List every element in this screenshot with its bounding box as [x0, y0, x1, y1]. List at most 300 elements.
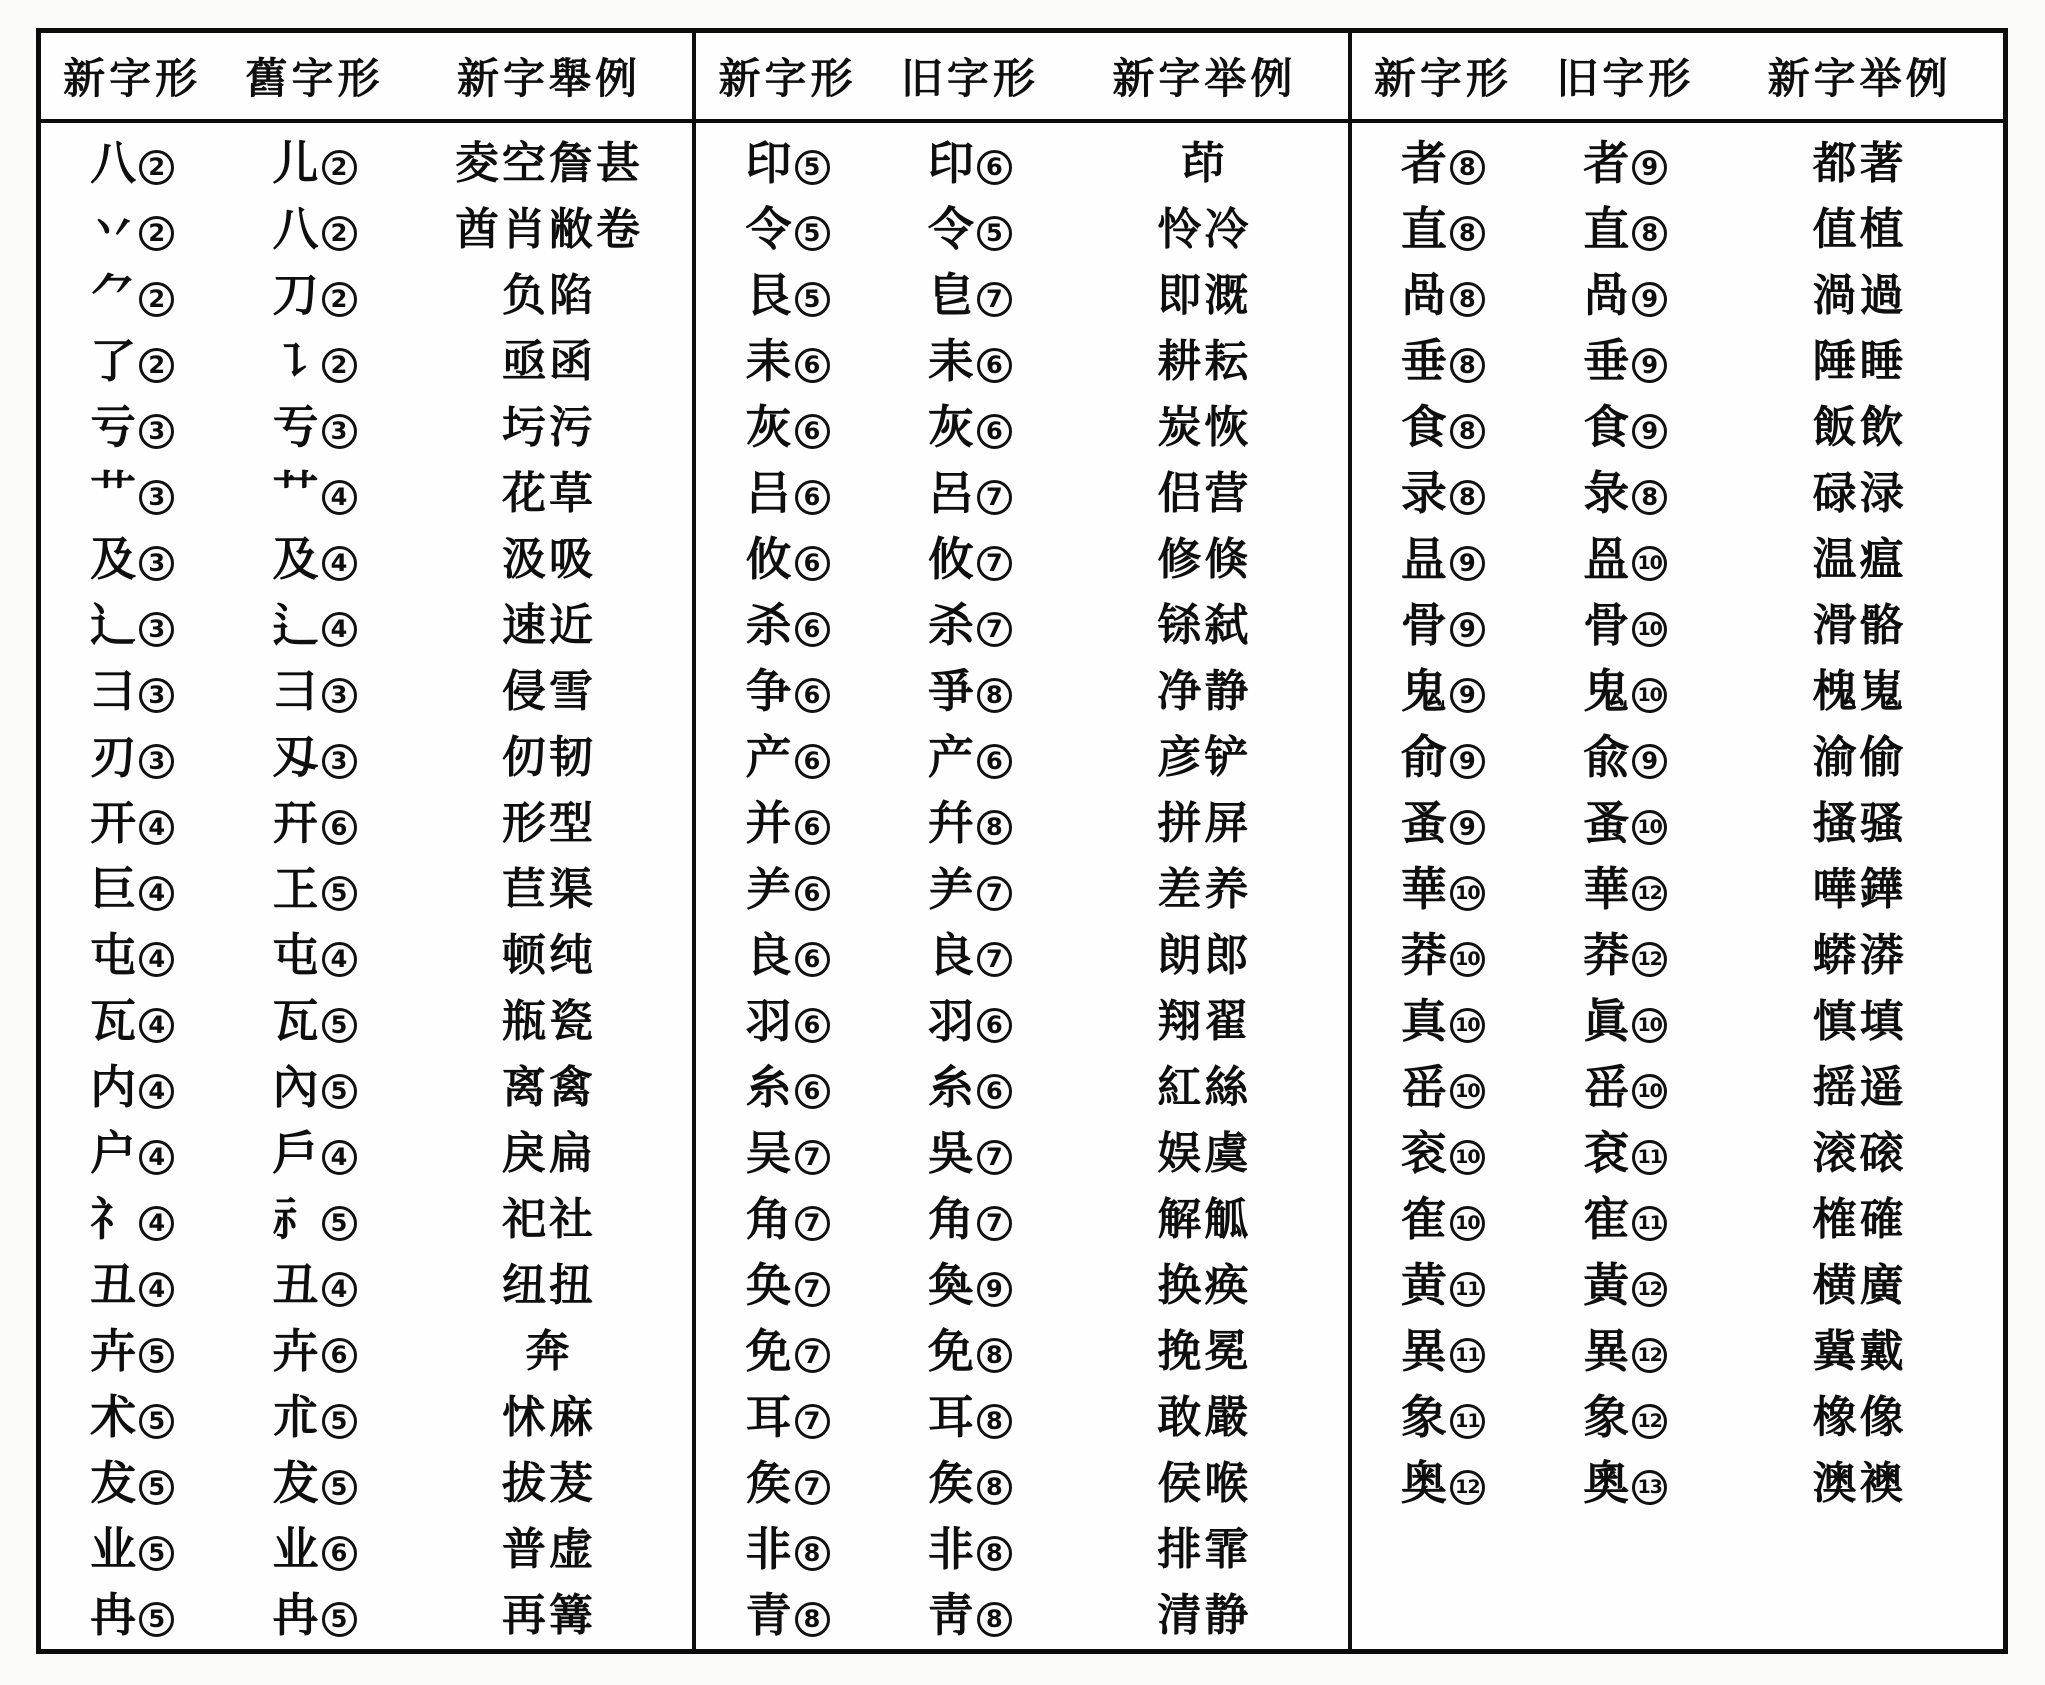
old-form-cell: [223, 468, 405, 519]
old-form-cell: [223, 270, 405, 321]
stroke-count-badge: 6: [977, 744, 1012, 779]
old-form-cell: [879, 468, 1061, 519]
examples-text: 排霏: [1157, 1525, 1252, 1574]
stroke-count-badge: 5: [322, 1470, 357, 1505]
examples-cell: [406, 469, 693, 518]
table-row: [41, 527, 692, 593]
new-form-char: 黄: [1400, 1260, 1447, 1311]
table-row: [696, 1385, 1347, 1451]
stroke-count-badge: 5: [322, 1074, 357, 1109]
stroke-count-badge: 7: [977, 546, 1012, 581]
old-form-cell: [1534, 1194, 1716, 1245]
table-row: [1352, 1055, 2003, 1121]
stroke-count-badge: 6: [795, 942, 830, 977]
stroke-count-badge: 8: [1450, 216, 1485, 251]
new-form-char: 青: [745, 1590, 792, 1641]
stroke-count-badge: 8: [795, 1536, 830, 1571]
stroke-count-badge: 6: [795, 678, 830, 713]
stroke-count-badge: 6: [795, 348, 830, 383]
old-form-cell: [223, 336, 405, 387]
examples-text: 解觚: [1157, 1195, 1252, 1244]
stroke-count-badge: 7: [977, 480, 1012, 515]
old-form-char: 幷: [927, 798, 974, 849]
examples-cell: [406, 1327, 693, 1376]
old-form-char: 蚤: [1583, 798, 1630, 849]
examples-cell: [406, 1591, 693, 1640]
new-form-cell: [1352, 1458, 1534, 1509]
stroke-count-badge: 7: [795, 1272, 830, 1307]
new-form-char: 录: [1400, 468, 1447, 519]
old-form-char: 吳: [927, 1128, 974, 1179]
old-form-cell: [223, 138, 405, 189]
column-header-new-form: 新字形: [63, 57, 202, 103]
stroke-count-badge: 6: [795, 1008, 830, 1043]
stroke-count-badge: 3: [139, 480, 174, 515]
stroke-count-badge: 8: [1450, 480, 1485, 515]
stroke-count-badge: 7: [795, 1206, 830, 1241]
examples-text: 搔骚: [1812, 799, 1907, 848]
stroke-count-badge: 11: [1450, 1272, 1485, 1307]
new-form-char: 耳: [745, 1392, 792, 1443]
old-form-char: 奧: [1583, 1458, 1630, 1509]
old-form-cell: [879, 204, 1061, 255]
stroke-count-badge: 12: [1632, 1338, 1667, 1373]
examples-cell: [406, 601, 693, 650]
old-form-cell: [1534, 336, 1716, 387]
old-form-char: 華: [1583, 864, 1630, 915]
examples-cell: [1716, 799, 2003, 848]
old-form-char: 袞: [1583, 1128, 1630, 1179]
stroke-count-badge: 6: [322, 1338, 357, 1373]
old-form-cell: [879, 534, 1061, 585]
table-row: [1352, 1385, 2003, 1451]
examples-text: 奔: [525, 1327, 573, 1376]
stroke-count-badge: 2: [322, 282, 357, 317]
examples-text: 怜冷: [1157, 205, 1252, 254]
stroke-count-badge: 3: [139, 546, 174, 581]
new-form-cell: [1352, 1062, 1534, 1113]
old-form-cell: [879, 1062, 1061, 1113]
examples-text: 耕耘: [1157, 337, 1252, 386]
old-form-cell: [223, 1590, 405, 1641]
new-form-char: 争: [745, 666, 792, 717]
examples-text: 渝偷: [1812, 733, 1907, 782]
old-form-char: 咼: [1583, 270, 1630, 321]
old-form-cell: [223, 1128, 405, 1179]
new-form-cell: [41, 1524, 223, 1575]
old-form-cell: [223, 1458, 405, 1509]
examples-cell: [406, 865, 693, 914]
old-form-cell: [879, 864, 1061, 915]
examples-text: 摇遥: [1812, 1063, 1907, 1112]
stroke-count-badge: 5: [139, 1602, 174, 1637]
table-row: [1352, 1451, 2003, 1517]
stroke-count-badge: 9: [1632, 150, 1667, 185]
examples-cell: [1061, 1261, 1348, 1310]
stroke-count-badge: 11: [1632, 1140, 1667, 1175]
stroke-count-badge: 7: [977, 942, 1012, 977]
table-row: [41, 923, 692, 989]
examples-text: 榷確: [1812, 1195, 1907, 1244]
stroke-count-badge: 5: [139, 1470, 174, 1505]
new-form-cell: [696, 1260, 878, 1311]
examples-text: 侯喉: [1157, 1459, 1252, 1508]
stroke-count-badge: 9: [1632, 282, 1667, 317]
new-form-cell: [696, 336, 878, 387]
stroke-count-badge: 8: [977, 1470, 1012, 1505]
stroke-count-badge: 8: [1632, 216, 1667, 251]
examples-cell: [1716, 1129, 2003, 1178]
group-rows: [696, 123, 1347, 1649]
examples-text: 汲吸: [502, 535, 596, 584]
new-form-char: 丷: [90, 204, 137, 255]
stroke-count-badge: 4: [139, 1206, 174, 1241]
new-form-cell: [1352, 1326, 1534, 1377]
new-form-cell: [41, 864, 223, 915]
old-form-cell: [223, 1062, 405, 1113]
stroke-count-badge: 4: [139, 1008, 174, 1043]
old-form-char: 免: [927, 1326, 974, 1377]
examples-text: 娱虞: [1157, 1129, 1252, 1178]
stroke-count-badge: 12: [1632, 1404, 1667, 1439]
old-form-char: 冉: [272, 1590, 319, 1641]
stroke-count-badge: 2: [322, 150, 357, 185]
table-row: [1352, 329, 2003, 395]
stroke-count-badge: 5: [322, 876, 357, 911]
stroke-count-badge: 7: [795, 1338, 830, 1373]
stroke-count-badge: 7: [977, 282, 1012, 317]
new-form-cell: [696, 204, 878, 255]
old-form-cell: [1534, 138, 1716, 189]
old-form-char: ⺬: [272, 1194, 319, 1245]
old-form-char: ⺶: [927, 864, 974, 915]
examples-cell: [1061, 1525, 1348, 1574]
stroke-count-badge: 4: [322, 612, 357, 647]
old-form-cell: [1534, 468, 1716, 519]
old-form-cell: [1534, 402, 1716, 453]
new-form-cell: [1352, 864, 1534, 915]
old-form-cell: [879, 1524, 1061, 1575]
examples-cell: [1716, 337, 2003, 386]
old-form-cell: [879, 336, 1061, 387]
examples-text: 横廣: [1812, 1261, 1907, 1310]
examples-cell: [1716, 1195, 2003, 1244]
stroke-count-badge: 8: [1450, 150, 1485, 185]
stroke-count-badge: 12: [1632, 942, 1667, 977]
column-group-3: [1352, 33, 2003, 1649]
stroke-count-badge: 3: [322, 678, 357, 713]
table-row: [41, 461, 692, 527]
stroke-count-badge: 5: [795, 282, 830, 317]
new-form-char: 辶: [90, 600, 137, 651]
stroke-count-badge: 11: [1450, 1338, 1485, 1373]
new-form-cell: [696, 1458, 878, 1509]
examples-cell: [406, 1261, 693, 1310]
stroke-count-badge: 7: [977, 612, 1012, 647]
new-form-cell: [696, 1326, 878, 1377]
examples-cell: [1061, 469, 1348, 518]
new-form-cell: [41, 336, 223, 387]
old-form-char: 杀: [927, 600, 974, 651]
new-form-cell: [1352, 534, 1534, 585]
new-form-cell: [1352, 402, 1534, 453]
stroke-count-badge: 10: [1450, 1008, 1485, 1043]
examples-cell: [406, 337, 693, 386]
examples-cell: [1716, 139, 2003, 188]
stroke-count-badge: 10: [1450, 876, 1485, 911]
stroke-count-badge: 12: [1632, 1272, 1667, 1307]
examples-text: 碌渌: [1812, 469, 1907, 518]
new-form-cell: [1352, 468, 1534, 519]
character-form-comparison-table: [36, 28, 2008, 1654]
old-form-char: 刄: [272, 732, 319, 783]
old-form-char: 骨: [1583, 600, 1630, 651]
examples-text: 渦過: [1812, 271, 1907, 320]
new-form-char: 了: [90, 336, 137, 387]
examples-text: 飯飲: [1812, 403, 1907, 452]
old-form-cell: [879, 1326, 1061, 1377]
stroke-count-badge: 4: [139, 1074, 174, 1109]
old-form-cell: [1534, 996, 1716, 1047]
group-rows: [41, 123, 692, 1649]
examples-cell: [1716, 733, 2003, 782]
old-form-char: 戶: [272, 1128, 319, 1179]
stroke-count-badge: 6: [977, 1008, 1012, 1043]
new-form-char: 非: [745, 1524, 792, 1575]
examples-cell: [406, 667, 693, 716]
new-form-cell: [41, 930, 223, 981]
stroke-count-badge: 9: [1450, 810, 1485, 845]
table-row: [696, 1253, 1347, 1319]
table-row: [1352, 131, 2003, 197]
examples-cell: [1061, 601, 1348, 650]
examples-cell: [406, 271, 693, 320]
old-form-char: 儿: [272, 138, 319, 189]
table-row: [41, 1583, 692, 1649]
examples-cell: [1061, 1459, 1348, 1508]
new-form-char: 吕: [745, 468, 792, 519]
new-form-cell: [41, 732, 223, 783]
examples-cell: [1061, 1063, 1348, 1112]
new-form-char: ⺈: [90, 270, 137, 321]
new-form-cell: [1352, 1128, 1534, 1179]
new-form-cell: [1352, 996, 1534, 1047]
new-form-cell: [1352, 600, 1534, 651]
new-form-cell: [696, 732, 878, 783]
examples-text: 亟函: [502, 337, 596, 386]
old-form-cell: [1534, 1392, 1716, 1443]
stroke-count-badge: 9: [1450, 612, 1485, 647]
old-form-cell: [1534, 600, 1716, 651]
new-form-char: 奂: [745, 1260, 792, 1311]
examples-text: 陲睡: [1812, 337, 1907, 386]
table-row: [1352, 593, 2003, 659]
stroke-count-badge: 7: [977, 876, 1012, 911]
new-form-cell: [696, 270, 878, 321]
new-form-char: 令: [745, 204, 792, 255]
table-row: [41, 1319, 692, 1385]
examples-cell: [1716, 1393, 2003, 1442]
old-form-char: 垂: [1583, 336, 1630, 387]
examples-text: 修倏: [1157, 535, 1252, 584]
stroke-count-badge: 8: [795, 1602, 830, 1637]
column-header-examples: 新字舉例: [457, 57, 642, 103]
stroke-count-badge: 4: [322, 1272, 357, 1307]
stroke-count-badge: 10: [1632, 612, 1667, 647]
stroke-count-badge: 10: [1632, 1008, 1667, 1043]
stroke-count-badge: 9: [977, 1272, 1012, 1307]
table-row: [1352, 263, 2003, 329]
examples-text: 纽扭: [502, 1261, 596, 1310]
old-form-cell: [879, 798, 1061, 849]
examples-cell: [406, 1393, 693, 1442]
old-form-char: 寉: [1583, 1194, 1630, 1245]
new-form-cell: [41, 138, 223, 189]
table-row: [696, 1583, 1347, 1649]
old-form-char: 攸: [927, 534, 974, 585]
stroke-count-badge: 8: [1632, 480, 1667, 515]
new-form-cell: [41, 798, 223, 849]
stroke-count-badge: 5: [322, 1404, 357, 1439]
old-form-cell: [223, 204, 405, 255]
old-form-char: 灰: [927, 402, 974, 453]
examples-cell: [406, 799, 693, 848]
examples-cell: [1061, 535, 1348, 584]
examples-text: 彦铲: [1157, 733, 1252, 782]
examples-text: 挽冕: [1157, 1327, 1252, 1376]
examples-cell: [1061, 865, 1348, 914]
stroke-count-badge: 6: [322, 810, 357, 845]
column-header-new-form: 新字形: [1373, 57, 1512, 103]
new-form-char: 象: [1400, 1392, 1447, 1443]
new-form-cell: [41, 666, 223, 717]
table-row: [41, 725, 692, 791]
old-form-cell: [1534, 204, 1716, 255]
old-form-char: 莽: [1583, 930, 1630, 981]
old-form-cell: [223, 930, 405, 981]
new-form-char: 鬼: [1400, 666, 1447, 717]
stroke-count-badge: 5: [322, 1008, 357, 1043]
examples-cell: [1061, 1129, 1348, 1178]
examples-text: 澳襖: [1812, 1459, 1907, 1508]
table-row: [696, 197, 1347, 263]
stroke-count-badge: 4: [139, 942, 174, 977]
old-form-char: 皀: [927, 270, 974, 321]
examples-text: 橡像: [1812, 1393, 1907, 1442]
stroke-count-badge: 6: [795, 876, 830, 911]
table-row: [696, 461, 1347, 527]
old-form-char: 食: [1583, 402, 1630, 453]
stroke-count-badge: 7: [795, 1404, 830, 1439]
new-form-cell: [696, 1524, 878, 1575]
old-form-char: 非: [927, 1524, 974, 1575]
new-form-cell: [696, 996, 878, 1047]
new-form-char: 印: [745, 138, 792, 189]
old-form-cell: [879, 1128, 1061, 1179]
stroke-count-badge: 10: [1632, 546, 1667, 581]
stroke-count-badge: 6: [977, 414, 1012, 449]
stroke-count-badge: 5: [322, 1602, 357, 1637]
old-form-cell: [223, 1392, 405, 1443]
examples-cell: [1716, 1261, 2003, 1310]
examples-text: 拼屏: [1157, 799, 1252, 848]
stroke-count-badge: 5: [322, 1206, 357, 1241]
old-form-cell: [1534, 1062, 1716, 1113]
examples-cell: [406, 733, 693, 782]
stroke-count-badge: 2: [322, 348, 357, 383]
table-row: [696, 1121, 1347, 1187]
new-form-cell: [1352, 336, 1534, 387]
new-form-cell: [41, 600, 223, 651]
old-form-char: 彔: [1583, 468, 1630, 519]
stroke-count-badge: 11: [1450, 1404, 1485, 1439]
old-form-char: 产: [927, 732, 974, 783]
table-row: [1352, 791, 2003, 857]
stroke-count-badge: 4: [322, 1140, 357, 1175]
new-form-char: 产: [745, 732, 792, 783]
examples-cell: [406, 1525, 693, 1574]
examples-cell: [1716, 205, 2003, 254]
table-row: [1352, 1319, 2003, 1385]
examples-text: 滑骼: [1812, 601, 1907, 650]
new-form-cell: [1352, 798, 1534, 849]
examples-cell: [1716, 1459, 2003, 1508]
stroke-count-badge: 9: [1450, 678, 1485, 713]
old-form-cell: [879, 1194, 1061, 1245]
column-header-examples: 新字举例: [1112, 57, 1297, 103]
old-form-cell: [1534, 732, 1716, 783]
new-form-char: 内: [90, 1062, 137, 1113]
stroke-count-badge: 4: [139, 810, 174, 845]
examples-text: 顿纯: [502, 931, 596, 980]
examples-text: 蟒漭: [1812, 931, 1907, 980]
table-row: [696, 857, 1347, 923]
old-form-cell: [879, 138, 1061, 189]
examples-text: 滚磙: [1812, 1129, 1907, 1178]
group-header-row: [41, 33, 692, 123]
examples-cell: [1716, 997, 2003, 1046]
new-form-cell: [696, 1590, 878, 1641]
new-form-char: 真: [1400, 996, 1447, 1047]
examples-cell: [1716, 271, 2003, 320]
table-row: [696, 725, 1347, 791]
examples-cell: [1061, 403, 1348, 452]
table-row: [41, 593, 692, 659]
examples-text: 即溉: [1157, 271, 1252, 320]
old-form-char: 丑: [272, 1260, 319, 1311]
table-row: [41, 1055, 692, 1121]
old-form-char: ⺿: [272, 468, 319, 519]
column-header-new-form: 新字形: [718, 57, 857, 103]
old-form-char: 八: [272, 204, 319, 255]
stroke-count-badge: 3: [139, 678, 174, 713]
examples-text: 离禽: [502, 1063, 596, 1112]
stroke-count-badge: 8: [1450, 414, 1485, 449]
new-form-char: 䍃: [1400, 1062, 1447, 1113]
examples-cell: [1061, 733, 1348, 782]
stroke-count-badge: 9: [1632, 348, 1667, 383]
old-form-cell: [1534, 1458, 1716, 1509]
old-form-char: 眞: [1583, 996, 1630, 1047]
new-form-char: 矦: [745, 1458, 792, 1509]
examples-cell: [406, 1195, 693, 1244]
new-form-char: 良: [745, 930, 792, 981]
new-form-cell: [696, 402, 878, 453]
new-form-cell: [41, 1062, 223, 1113]
new-form-char: 八: [90, 138, 137, 189]
old-form-char: 耳: [927, 1392, 974, 1443]
new-form-cell: [696, 1194, 878, 1245]
